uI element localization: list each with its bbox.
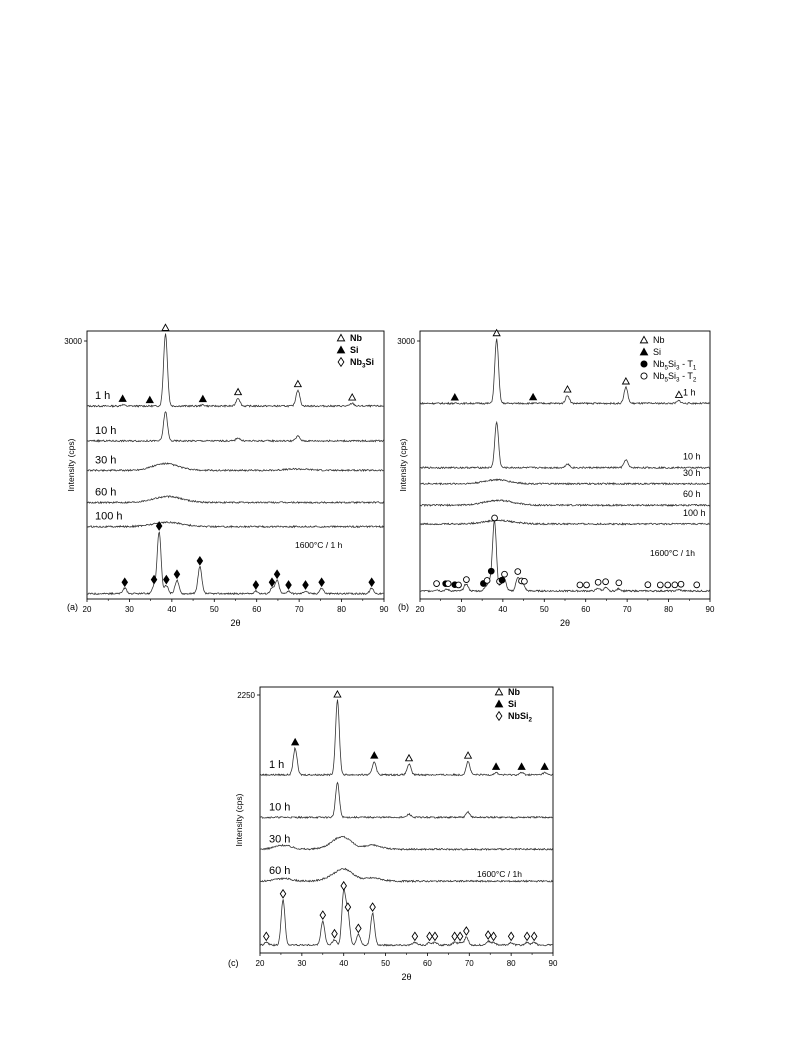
series-10h — [420, 422, 710, 468]
peak-marker-filled-diamond — [274, 570, 279, 578]
annotation: 1600°C / 1h — [477, 869, 522, 879]
legend-open-diamond-icon — [338, 358, 344, 367]
panel-label: (a) — [67, 602, 78, 612]
series-label: 1 h — [269, 758, 285, 771]
peak-marker-open-circle — [492, 515, 498, 521]
peak-marker-open-triangle — [162, 324, 169, 330]
peak-marker-open-diamond — [457, 932, 462, 940]
series-line — [87, 496, 384, 503]
peak-marker-filled-diamond — [253, 581, 258, 589]
x-tick-label: 70 — [464, 959, 474, 968]
peak-marker-open-triangle — [406, 755, 413, 761]
series-label: 1 h — [683, 387, 696, 398]
x-tick-label: 80 — [506, 959, 516, 968]
legend-filled-triangle-icon — [640, 348, 647, 354]
peak-marker-open-triangle — [294, 381, 301, 387]
peak-marker-open-diamond — [320, 911, 325, 919]
peak-marker-open-circle — [456, 582, 462, 588]
series-60h — [420, 489, 710, 506]
peak-marker-filled-triangle — [451, 394, 458, 400]
x-tick-label: 20 — [415, 605, 425, 614]
peak-marker-filled-diamond — [319, 578, 324, 586]
x-tick-label: 50 — [539, 605, 549, 614]
peak-marker-filled-triangle — [541, 763, 548, 769]
peak-marker-open-circle — [584, 582, 590, 588]
series-label: 30 h — [95, 454, 117, 467]
series-line — [260, 836, 553, 850]
peak-marker-open-diamond — [432, 932, 437, 940]
peak-marker-open-circle — [645, 582, 651, 588]
x-tick-label: 40 — [498, 605, 508, 614]
legend-label: $Nb_3Si$ — [350, 357, 375, 370]
x-axis-label: 2θ — [401, 972, 412, 982]
series-line — [87, 463, 384, 471]
peak-marker-open-circle — [657, 582, 663, 588]
series-line — [87, 522, 384, 528]
x-tick-label: 90 — [548, 959, 558, 968]
x-tick-label: 30 — [297, 959, 307, 968]
peak-marker-open-diamond — [370, 903, 375, 911]
peak-marker-open-diamond — [508, 932, 513, 940]
x-tick-label: 60 — [581, 605, 591, 614]
peak-marker-open-circle — [665, 582, 671, 588]
peak-marker-filled-diamond — [286, 581, 291, 589]
peak-marker-open-diamond — [427, 932, 432, 940]
peak-marker-open-diamond — [491, 932, 496, 940]
annotation: 1600°C / 1 h — [295, 540, 343, 550]
legend-open-diamond-icon — [496, 712, 502, 721]
peak-marker-filled-triangle — [518, 763, 525, 769]
annotation: 1600°C / 1h — [650, 548, 695, 558]
series-line — [420, 422, 710, 468]
peak-marker-filled-diamond — [122, 578, 127, 586]
legend-label: Si — [350, 345, 359, 355]
series-line — [260, 783, 553, 819]
series-30h — [260, 833, 553, 850]
x-tick-label: 60 — [252, 605, 262, 614]
series-label: 10 h — [269, 801, 291, 814]
chart-panel-c — [228, 687, 558, 982]
legend-label: Si — [653, 347, 662, 357]
series-reference — [87, 522, 384, 595]
series-label: 10 h — [95, 424, 117, 437]
peak-marker-filled-diamond — [174, 570, 179, 578]
chart-panel-a — [64, 324, 389, 628]
series-line — [87, 412, 384, 442]
peak-marker-open-diamond — [464, 927, 469, 935]
series-reference — [260, 882, 553, 946]
x-tick-label: 20 — [82, 605, 92, 614]
x-tick-label: 90 — [705, 605, 715, 614]
x-axis-label: 2θ — [559, 618, 571, 628]
series-30h — [420, 468, 710, 485]
series-line — [420, 500, 710, 506]
x-tick-label: 80 — [664, 605, 674, 614]
series-label: 100 h — [683, 507, 706, 518]
series-label: 1 h — [95, 390, 111, 403]
peak-marker-open-diamond — [356, 924, 361, 932]
series-label: 30 h — [269, 833, 291, 846]
peak-marker-open-circle — [678, 581, 684, 587]
x-tick-label: 50 — [381, 959, 391, 968]
peak-marker-filled-triangle — [199, 396, 206, 402]
peak-marker-open-circle — [522, 578, 528, 584]
peak-marker-filled-triangle — [119, 395, 126, 401]
y-tick-label: 3000 — [64, 337, 82, 346]
legend-open-circle-icon — [641, 373, 647, 379]
peak-marker-open-triangle — [465, 752, 472, 758]
x-axis-label: 2θ — [230, 618, 241, 628]
legend-label: Nb — [653, 335, 665, 345]
series-60h — [87, 487, 384, 504]
legend-open-triangle-icon — [337, 334, 344, 340]
peak-marker-open-diamond — [452, 932, 457, 940]
peak-marker-filled-triangle — [493, 763, 500, 769]
peak-marker-open-diamond — [345, 903, 350, 911]
peak-marker-open-circle — [603, 579, 609, 585]
series-label: 60 h — [269, 865, 291, 878]
legend-label: $Nb_5Si_3 - T_2$ — [653, 371, 697, 384]
series-line — [420, 479, 710, 484]
peak-marker-filled-triangle — [146, 397, 153, 403]
peak-marker-filled-diamond — [303, 581, 308, 589]
legend-filled-triangle-icon — [495, 700, 502, 706]
series-label: 100 h — [95, 510, 123, 523]
legend-open-triangle-icon — [495, 688, 502, 694]
x-tick-label: 30 — [124, 605, 134, 614]
peak-marker-open-triangle — [349, 394, 356, 400]
peak-marker-open-circle — [672, 582, 678, 588]
series-10h — [87, 412, 384, 442]
y-axis-label: Intensity (cps) — [234, 793, 244, 847]
peak-marker-filled-circle — [499, 577, 505, 583]
series-label: 60 h — [95, 486, 117, 499]
peak-marker-filled-triangle — [371, 752, 378, 758]
peak-marker-filled-diamond — [269, 578, 274, 586]
series-10h — [260, 783, 553, 819]
peak-marker-open-diamond — [524, 932, 529, 940]
peak-marker-open-circle — [464, 577, 470, 583]
legend-label: NbSi$_2$ — [508, 711, 533, 724]
legend-label: Nb — [508, 687, 520, 697]
series-label: 10 h — [683, 451, 701, 462]
series-line — [420, 520, 710, 525]
peak-marker-filled-diamond — [164, 576, 169, 584]
legend-open-triangle-icon — [640, 336, 647, 342]
chart-panel-b — [397, 330, 715, 628]
peak-marker-filled-diamond — [197, 557, 202, 565]
x-tick-label: 30 — [456, 605, 466, 614]
panel-label: (b) — [398, 602, 409, 612]
peak-marker-open-circle — [502, 571, 508, 577]
x-tick-label: 40 — [167, 605, 177, 614]
plot-frame — [260, 687, 553, 953]
peak-marker-open-circle — [595, 579, 601, 585]
x-tick-label: 90 — [379, 605, 389, 614]
legend-filled-circle-icon — [641, 361, 647, 367]
x-tick-label: 20 — [255, 959, 265, 968]
legend-label: Si — [508, 699, 517, 709]
peak-marker-open-diamond — [412, 932, 417, 940]
peak-marker-open-triangle — [676, 391, 683, 397]
x-tick-label: 70 — [294, 605, 304, 614]
y-axis-label: Intensity (cps) — [66, 438, 76, 492]
peak-marker-filled-triangle — [530, 394, 537, 400]
peak-marker-filled-circle — [488, 568, 494, 574]
x-tick-label: 40 — [339, 959, 349, 968]
panel-label: (c) — [228, 958, 239, 968]
peak-marker-open-diamond — [531, 932, 536, 940]
x-tick-label: 70 — [622, 605, 632, 614]
x-tick-label: 60 — [422, 959, 432, 968]
series-30h — [87, 454, 384, 471]
y-tick-label: 3000 — [397, 337, 415, 346]
legend — [640, 335, 697, 384]
peak-marker-open-triangle — [235, 389, 242, 395]
peak-marker-open-circle — [445, 581, 451, 587]
peak-marker-open-circle — [434, 581, 440, 587]
peak-marker-open-diamond — [341, 882, 346, 890]
y-axis-label: Intensity (cps) — [398, 438, 408, 492]
peak-marker-filled-diamond — [369, 578, 374, 586]
peak-marker-open-diamond — [264, 932, 269, 940]
x-tick-label: 80 — [337, 605, 347, 614]
peak-marker-open-triangle — [623, 378, 630, 384]
peak-marker-open-diamond — [485, 931, 490, 939]
peak-marker-open-triangle — [564, 386, 571, 392]
y-tick-label: 2250 — [237, 691, 255, 700]
legend-filled-triangle-icon — [337, 346, 344, 352]
legend — [337, 333, 374, 370]
peak-marker-open-circle — [515, 569, 521, 575]
series-label: 60 h — [683, 489, 701, 500]
series-100h — [87, 511, 384, 528]
series-100h — [420, 508, 710, 525]
peak-marker-open-circle — [577, 582, 583, 588]
legend — [495, 687, 532, 724]
peak-marker-open-circle — [694, 582, 700, 588]
legend-label: Nb — [350, 333, 362, 343]
peak-marker-open-circle — [484, 578, 490, 584]
peak-marker-open-diamond — [280, 890, 285, 898]
peak-marker-open-diamond — [332, 930, 337, 938]
legend-label: $Nb_5Si_3 - T_1$ — [653, 359, 697, 372]
x-tick-label: 50 — [209, 605, 219, 614]
peak-marker-filled-triangle — [292, 739, 299, 745]
peak-marker-open-circle — [616, 580, 622, 586]
plot-frame — [87, 331, 384, 599]
series-line — [87, 334, 384, 407]
series-label: 30 h — [683, 467, 701, 478]
peak-marker-open-triangle — [334, 691, 341, 697]
